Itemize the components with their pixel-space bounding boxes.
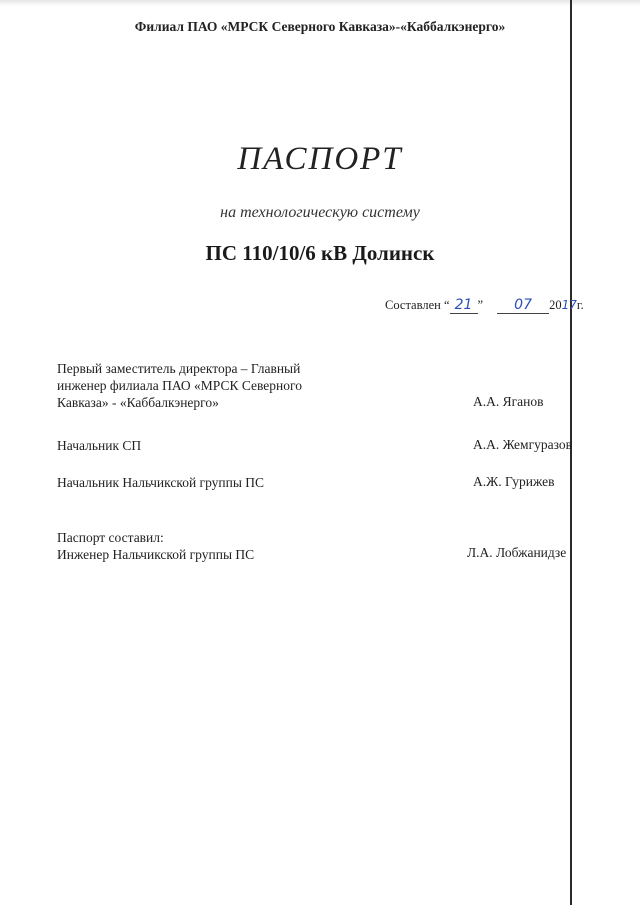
- close-quote: ”: [477, 298, 484, 312]
- compiled-day: 21: [450, 298, 478, 314]
- signatory-title: [57, 437, 141, 454]
- document-subtitle: на технологическую систему: [220, 204, 420, 221]
- system-name: ПС 110/10/6 кВ Долинск: [205, 241, 435, 265]
- open-quote: “: [443, 298, 450, 312]
- year-prefix: 20: [549, 298, 562, 312]
- signatory-title-line: Инженер Нальчикской группы ПС: [57, 547, 255, 562]
- scan-edge-shadow: [0, 0, 640, 6]
- year-suffix: 17: [561, 298, 577, 312]
- organization-header: Филиал ПАО «МРСК Северного Кавказа»-«Каббалкэнерго»: [134, 19, 506, 34]
- signatory-title: [57, 474, 264, 491]
- signatory-title-line: инженер филиала ПАО «МРСК Северного: [57, 378, 302, 393]
- signatory-name: А.А. Яганов: [473, 394, 544, 409]
- signatory-title-line: Начальник Нальчикской группы ПС: [57, 475, 265, 490]
- compiled-month: 07: [497, 298, 549, 314]
- compiled-label: Составлен: [385, 298, 441, 312]
- year-mark: г.: [576, 298, 584, 312]
- signatory-title-line: Первый заместитель директора – Главный: [57, 361, 301, 376]
- signatory-title: [57, 360, 302, 411]
- signatory-title-line: Кавказа» - «Каббалкэнерго»: [57, 395, 219, 410]
- signatory-name: Л.А. Лобжанидзе: [467, 545, 567, 560]
- compiled-date-line: [385, 298, 584, 314]
- signatory-title: [57, 529, 254, 563]
- signatory-name: А.Ж. Гурижев: [473, 474, 555, 489]
- document-title: ПАСПОРТ: [237, 141, 403, 177]
- signatory-title-line: Паспорт составил:: [57, 530, 164, 545]
- signatory-title-line: Начальник СП: [57, 438, 142, 453]
- signatory-name: А.А. Жемгуразов: [473, 437, 572, 452]
